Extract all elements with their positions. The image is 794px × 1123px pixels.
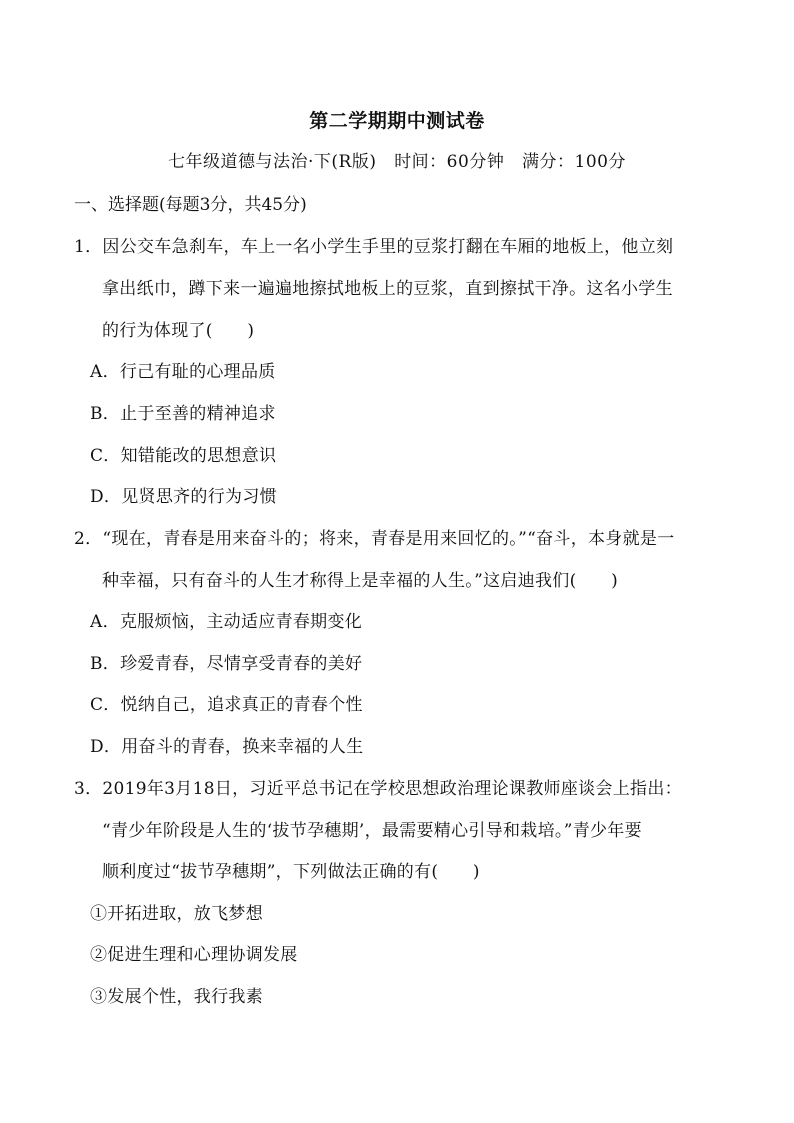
question-2-option-c: C．悦纳自己，追求真正的青春个性 (90, 695, 363, 715)
question-1-line-1: 1．因公交车急刹车，车上一名小学生手里的豆浆打翻在车厢的地板上，他立刻 (74, 232, 673, 257)
question-1-option-a: A．行己有耻的心理品质 (90, 362, 276, 382)
question-1-option-c: C．知错能改的思想意识 (90, 446, 277, 466)
question-2-option-d: D．用奋斗的青春，换来幸福的人生 (90, 737, 364, 757)
question-1-option-b: B．止于至善的精神追求 (90, 404, 276, 424)
question-3-statement-1: ①开拓进取，放飞梦想 (90, 904, 263, 924)
question-1-line-2: 拿出纸巾，蹲下来一遍遍地擦拭地板上的豆浆，直到擦拭干净。这名小学生 (102, 279, 673, 299)
question-1-line-3: 的行为体现了( ) (102, 321, 255, 341)
question-2-line-2: 种幸福，只有奋斗的人生才称得上是幸福的人生。”这启迪我们( ) (102, 571, 619, 591)
exam-info (0, 147, 794, 172)
question-2-option-a: A．克服烦恼，主动适应青春期变化 (90, 612, 363, 632)
question-3-statement-2: ②促进生理和心理协调发展 (90, 945, 298, 965)
question-3-line-3: 顺利度过“拔节孕穗期”，下列做法正确的有( ) (102, 862, 480, 882)
section-title: 一、选择题(每题3分，共45分) (74, 195, 307, 215)
question-2-option-b: B．珍爱青春，尽情享受青春的美好 (90, 654, 363, 674)
question-number: 2． (74, 529, 103, 549)
exam-time: 时间：60分钟 (394, 152, 505, 172)
question-number: 1． (74, 237, 103, 257)
question-number: 3． (74, 779, 103, 799)
question-3-statement-3: ③发展个性，我行我素 (90, 987, 263, 1007)
exam-subject: 七年级道德与法治·下(R版) (168, 152, 377, 172)
exam-score: 满分：100分 (522, 152, 626, 172)
question-3-line-2: “青少年阶段是人生的‘拔节孕穗期’，最需要精心引导和栽培。”青少年要 (102, 821, 642, 841)
question-3-line-1: 3．2019年3月18日，习近平总书记在学校思想政治理论课教师座谈会上指出： (74, 774, 682, 799)
question-1-option-d: D．见贤思齐的行为习惯 (90, 487, 277, 507)
question-2-line-1: 2．“现在，青春是用来奋斗的；将来，青春是用来回忆的。”“奋斗，本身就是一 (74, 524, 675, 549)
exam-title: 第二学期期中测试卷 (309, 110, 485, 132)
